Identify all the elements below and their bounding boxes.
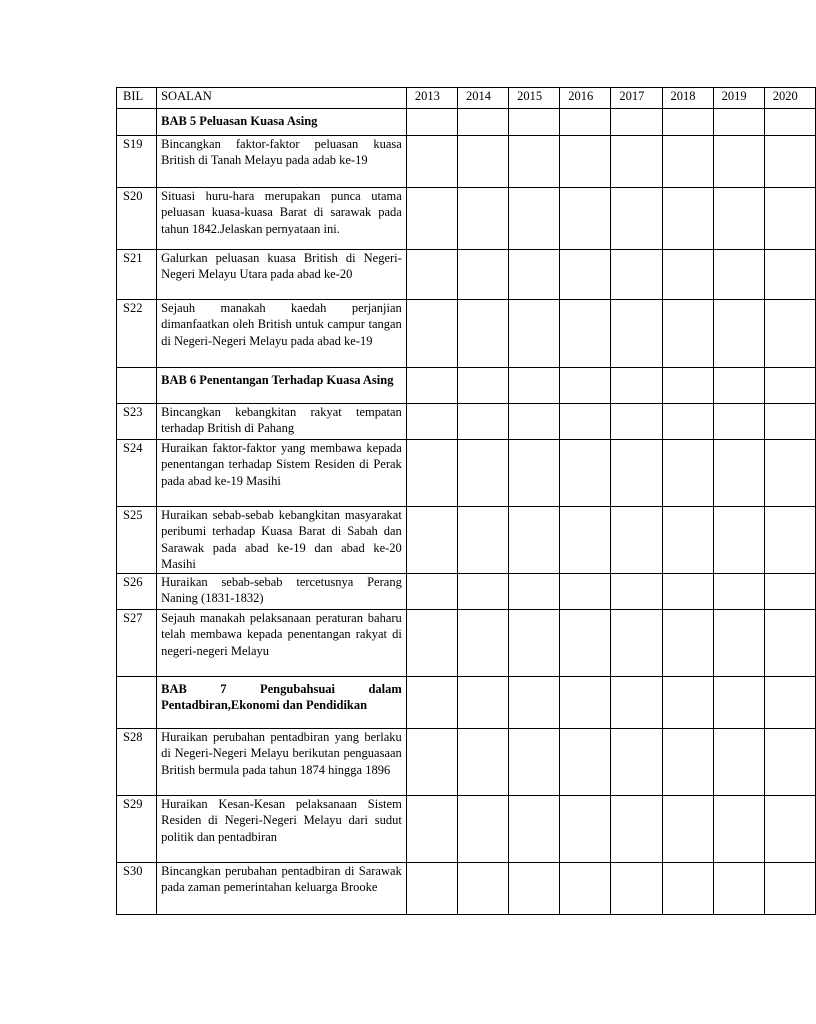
question-label: Situasi huru-hara merupakan punca utama peluasan kuasa-kuasa Barat di sarawak pada tahun 1842.Jelaskan pernyataan ini.	[161, 189, 402, 236]
question-text	[157, 796, 407, 863]
cell-bil: S26	[117, 574, 157, 610]
year-cell	[509, 368, 560, 404]
year-cell	[611, 440, 662, 507]
year-cell	[662, 404, 713, 440]
question-row	[117, 404, 816, 440]
year-cell	[713, 440, 764, 507]
year-cell	[713, 574, 764, 610]
question-label: Huraikan perubahan pentadbiran yang berlaku di Negeri-Negeri Melayu berikutan penguasaan British bermula pada tahun 1874 hingga 1896	[161, 730, 402, 777]
year-cell	[406, 250, 457, 300]
question-row	[117, 796, 816, 863]
year-cell	[713, 300, 764, 368]
year-cell	[457, 610, 508, 677]
year-cell	[713, 368, 764, 404]
year-cell	[406, 368, 457, 404]
year-cell	[457, 109, 508, 136]
year-cell	[611, 610, 662, 677]
year-cell	[662, 368, 713, 404]
question-row	[117, 610, 816, 677]
question-row	[117, 136, 816, 188]
year-cell	[560, 796, 611, 863]
question-label: Galurkan peluasan kuasa British di Negeri-Negeri Melayu Utara pada abad ke-20	[161, 251, 402, 282]
year-cell	[457, 440, 508, 507]
question-row	[117, 250, 816, 300]
year-cell	[457, 188, 508, 250]
year-cell	[764, 109, 815, 136]
year-cell	[611, 729, 662, 796]
chapter-label: BAB 7 Pengubahsuai dalam Pentadbiran,Ekonomi dan Pendidikan	[161, 682, 402, 713]
year-cell	[662, 796, 713, 863]
year-cell	[764, 440, 815, 507]
year-cell	[560, 610, 611, 677]
year-cell	[611, 404, 662, 440]
question-label: Bincangkan faktor-faktor peluasan kuasa British di Tanah Melayu pada adab ke-19	[161, 137, 402, 168]
question-row	[117, 188, 816, 250]
header-year: 2020	[764, 88, 815, 109]
year-cell	[509, 109, 560, 136]
question-text	[157, 300, 407, 368]
chapter-row	[117, 368, 816, 404]
year-cell	[457, 300, 508, 368]
document-page	[116, 87, 816, 915]
question-table	[116, 87, 816, 915]
year-cell	[406, 440, 457, 507]
year-cell	[764, 610, 815, 677]
year-cell	[713, 188, 764, 250]
table-body	[117, 109, 816, 915]
cell-bil: S27	[117, 610, 157, 677]
year-cell	[509, 796, 560, 863]
question-label: Bincangkan kebangkitan rakyat tempatan terhadap British di Pahang	[161, 405, 402, 436]
question-text	[157, 136, 407, 188]
chapter-row	[117, 677, 816, 729]
chapter-label: BAB 5 Peluasan Kuasa Asing	[161, 114, 318, 128]
year-cell	[662, 188, 713, 250]
question-label: Huraikan sebab-sebab kebangkitan masyarakat peribumi terhadap Kuasa Barat di Sabah dan Sarawak pada abad ke-19 dan abad ke-20 Masihi	[161, 508, 402, 571]
year-cell	[560, 729, 611, 796]
year-cell	[611, 250, 662, 300]
table-header-row	[117, 88, 816, 109]
question-label: Sejauh manakah pelaksanaan peraturan baharu telah membawa kepada penentangan rakyat di negeri-negeri Melayu	[161, 611, 402, 658]
year-cell	[457, 574, 508, 610]
year-cell	[662, 300, 713, 368]
year-cell	[406, 863, 457, 915]
year-cell	[509, 250, 560, 300]
year-cell	[457, 507, 508, 574]
year-cell	[560, 507, 611, 574]
cell-bil: S23	[117, 404, 157, 440]
year-cell	[457, 796, 508, 863]
cell-bil	[117, 677, 157, 729]
year-cell	[457, 404, 508, 440]
year-cell	[764, 574, 815, 610]
year-cell	[509, 677, 560, 729]
question-label: Bincangkan perubahan pentadbiran di Sarawak pada zaman pemerintahan keluarga Brooke	[161, 864, 402, 895]
year-cell	[406, 796, 457, 863]
chapter-title	[157, 109, 407, 136]
year-cell	[406, 136, 457, 188]
question-row	[117, 440, 816, 507]
year-cell	[713, 677, 764, 729]
question-row	[117, 729, 816, 796]
year-cell	[509, 188, 560, 250]
header-year: 2017	[611, 88, 662, 109]
question-text	[157, 863, 407, 915]
cell-bil	[117, 109, 157, 136]
year-cell	[560, 300, 611, 368]
year-cell	[457, 729, 508, 796]
year-cell	[560, 368, 611, 404]
year-cell	[713, 863, 764, 915]
year-cell	[457, 677, 508, 729]
year-cell	[662, 610, 713, 677]
cell-bil: S20	[117, 188, 157, 250]
header-year: 2013	[406, 88, 457, 109]
year-cell	[457, 863, 508, 915]
year-cell	[509, 404, 560, 440]
year-cell	[764, 300, 815, 368]
year-cell	[560, 188, 611, 250]
year-cell	[713, 729, 764, 796]
question-label: Huraikan faktor-faktor yang membawa kepada penentangan terhadap Sistem Residen di Perak pada abad ke-19 Masihi	[161, 441, 402, 488]
year-cell	[611, 574, 662, 610]
year-cell	[560, 250, 611, 300]
year-cell	[764, 250, 815, 300]
year-cell	[406, 109, 457, 136]
year-cell	[611, 136, 662, 188]
year-cell	[509, 729, 560, 796]
year-cell	[713, 109, 764, 136]
question-label: Huraikan sebab-sebab tercetusnya Perang Naning (1831-1832)	[161, 575, 402, 606]
question-text	[157, 610, 407, 677]
year-cell	[662, 250, 713, 300]
year-cell	[713, 250, 764, 300]
year-cell	[406, 677, 457, 729]
question-text	[157, 250, 407, 300]
year-cell	[509, 507, 560, 574]
year-cell	[713, 796, 764, 863]
year-cell	[662, 109, 713, 136]
year-cell	[662, 677, 713, 729]
year-cell	[764, 677, 815, 729]
year-cell	[611, 863, 662, 915]
cell-bil: S21	[117, 250, 157, 300]
year-cell	[713, 404, 764, 440]
year-cell	[764, 136, 815, 188]
year-cell	[406, 404, 457, 440]
year-cell	[560, 574, 611, 610]
header-year: 2015	[509, 88, 560, 109]
year-cell	[457, 368, 508, 404]
cell-bil: S22	[117, 300, 157, 368]
year-cell	[406, 507, 457, 574]
cell-bil: S19	[117, 136, 157, 188]
year-cell	[560, 109, 611, 136]
question-text	[157, 574, 407, 610]
year-cell	[560, 863, 611, 915]
question-row	[117, 300, 816, 368]
year-cell	[764, 404, 815, 440]
question-label: Huraikan Kesan-Kesan pelaksanaan Sistem Residen di Negeri-Negeri Melayu dari sudut politik dan pentadbiran	[161, 797, 402, 844]
year-cell	[509, 136, 560, 188]
chapter-row	[117, 109, 816, 136]
question-text	[157, 507, 407, 574]
year-cell	[560, 404, 611, 440]
year-cell	[611, 368, 662, 404]
year-cell	[560, 136, 611, 188]
year-cell	[662, 574, 713, 610]
year-cell	[509, 574, 560, 610]
question-text	[157, 404, 407, 440]
year-cell	[713, 507, 764, 574]
chapter-title	[157, 677, 407, 729]
cell-bil: S25	[117, 507, 157, 574]
year-cell	[764, 729, 815, 796]
year-cell	[509, 610, 560, 677]
cell-bil: S28	[117, 729, 157, 796]
question-row	[117, 863, 816, 915]
year-cell	[406, 610, 457, 677]
header-year: 2019	[713, 88, 764, 109]
year-cell	[509, 300, 560, 368]
header-year: 2014	[457, 88, 508, 109]
year-cell	[406, 729, 457, 796]
year-cell	[662, 440, 713, 507]
chapter-title	[157, 368, 407, 404]
year-cell	[509, 863, 560, 915]
question-text	[157, 440, 407, 507]
year-cell	[611, 677, 662, 729]
header-bil: BIL	[117, 88, 157, 109]
year-cell	[764, 863, 815, 915]
question-text	[157, 188, 407, 250]
year-cell	[764, 796, 815, 863]
year-cell	[457, 250, 508, 300]
header-year: 2018	[662, 88, 713, 109]
header-soalan: SOALAN	[157, 88, 407, 109]
year-cell	[611, 188, 662, 250]
year-cell	[764, 368, 815, 404]
cell-bil: S30	[117, 863, 157, 915]
question-row	[117, 574, 816, 610]
year-cell	[611, 507, 662, 574]
year-cell	[611, 796, 662, 863]
year-cell	[764, 188, 815, 250]
year-cell	[764, 507, 815, 574]
cell-bil: S24	[117, 440, 157, 507]
question-label: Sejauh manakah kaedah perjanjian dimanfaatkan oleh British untuk campur tangan di Negeri-Negeri Melayu pada abad ke-19	[161, 301, 402, 348]
year-cell	[662, 136, 713, 188]
chapter-label: BAB 6 Penentangan Terhadap Kuasa Asing	[161, 373, 394, 387]
question-row	[117, 507, 816, 574]
year-cell	[509, 440, 560, 507]
year-cell	[662, 507, 713, 574]
year-cell	[611, 300, 662, 368]
year-cell	[457, 136, 508, 188]
year-cell	[560, 677, 611, 729]
year-cell	[560, 440, 611, 507]
year-cell	[406, 574, 457, 610]
year-cell	[662, 729, 713, 796]
year-cell	[406, 188, 457, 250]
cell-bil	[117, 368, 157, 404]
year-cell	[611, 109, 662, 136]
cell-bil: S29	[117, 796, 157, 863]
year-cell	[713, 610, 764, 677]
year-cell	[662, 863, 713, 915]
header-year: 2016	[560, 88, 611, 109]
question-text	[157, 729, 407, 796]
year-cell	[406, 300, 457, 368]
year-cell	[713, 136, 764, 188]
